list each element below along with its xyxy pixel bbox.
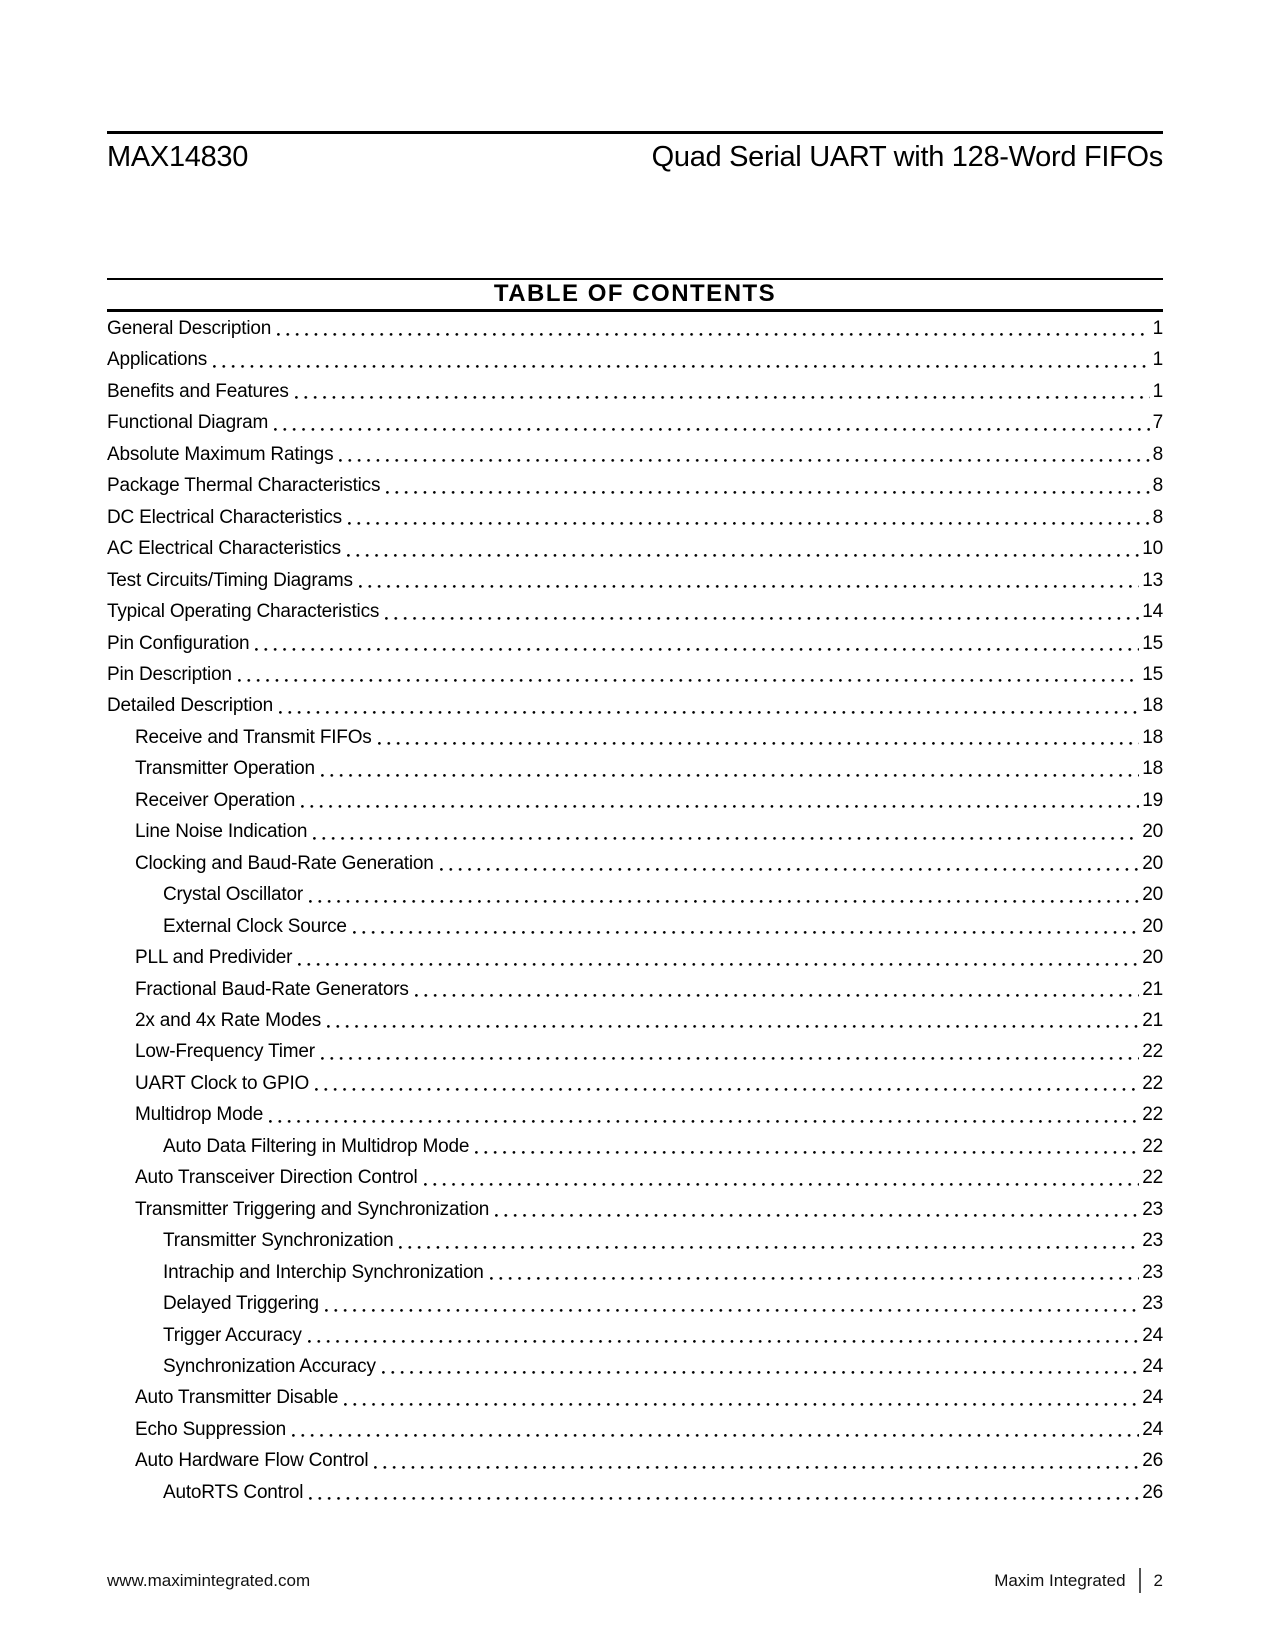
toc-entry-page: 23 xyxy=(1142,1230,1163,1252)
dot-leader xyxy=(374,1445,1139,1476)
toc-entry[interactable] xyxy=(107,1131,1163,1162)
dot-leader xyxy=(347,533,1139,564)
toc-entry-page: 22 xyxy=(1142,1072,1163,1094)
toc-entry-page: 18 xyxy=(1142,695,1163,717)
toc-entry[interactable] xyxy=(107,1320,1163,1351)
toc-entry-label: Echo Suppression xyxy=(135,1418,287,1440)
toc-entry-label: General Description xyxy=(107,318,272,339)
toc-entry[interactable] xyxy=(107,1068,1163,1099)
toc-entry-label: Pin Description xyxy=(107,663,232,685)
toc-entry-page: 15 xyxy=(1142,632,1163,654)
toc-entry-label: Intrachip and Interchip Synchronization xyxy=(163,1261,484,1283)
dot-leader xyxy=(255,628,1139,659)
toc-entry[interactable] xyxy=(107,848,1163,879)
document-header xyxy=(107,131,1163,174)
dot-leader xyxy=(353,911,1139,942)
dot-leader xyxy=(339,439,1149,470)
dot-leader xyxy=(277,313,1150,344)
toc-entry[interactable] xyxy=(107,1162,1163,1193)
toc-entry[interactable] xyxy=(107,470,1163,501)
dot-leader xyxy=(321,753,1139,784)
toc-entry[interactable] xyxy=(107,439,1163,470)
toc-entry-page: 26 xyxy=(1142,1450,1163,1472)
toc-entry-page: 18 xyxy=(1142,726,1163,748)
toc-entry-page: 15 xyxy=(1142,663,1163,685)
dot-leader xyxy=(309,879,1139,910)
toc-entry-label: Fractional Baud-Rate Generators xyxy=(135,978,409,1000)
toc-entry-page: 21 xyxy=(1142,978,1163,1000)
toc-entry-page: 20 xyxy=(1142,947,1163,969)
toc-entry[interactable] xyxy=(107,502,1163,533)
toc-title: TABLE OF CONTENTS xyxy=(107,278,1163,312)
dot-leader xyxy=(424,1162,1140,1193)
toc-entry-label: Absolute Maximum Ratings xyxy=(107,443,334,465)
toc-entry[interactable] xyxy=(107,1477,1163,1508)
toc-entry-page: 21 xyxy=(1142,1009,1163,1031)
dot-leader xyxy=(238,659,1139,690)
dot-leader xyxy=(415,974,1140,1005)
toc-entry-page: 20 xyxy=(1142,821,1163,843)
toc-entry-page: 24 xyxy=(1142,1324,1163,1346)
toc-entry-label: Transmitter Triggering and Synchronization xyxy=(135,1198,490,1220)
document-title: Quad Serial UART with 128-Word FIFOs xyxy=(651,141,1163,173)
dot-leader xyxy=(269,1099,1139,1130)
dot-leader xyxy=(475,1131,1139,1162)
toc-entry-page: 14 xyxy=(1142,601,1163,623)
footer-url[interactable]: www.maximintegrated.com xyxy=(107,1570,311,1590)
dot-leader xyxy=(274,407,1149,438)
toc-entry-page: 23 xyxy=(1142,1198,1163,1220)
toc-entry-page: 22 xyxy=(1142,1167,1163,1189)
toc-entry[interactable] xyxy=(107,1005,1163,1036)
toc-entry[interactable] xyxy=(107,313,1163,344)
dot-leader xyxy=(382,1351,1140,1382)
dot-leader xyxy=(440,848,1140,879)
toc-entry-label: Synchronization Accuracy xyxy=(163,1355,376,1377)
footer-right-group xyxy=(994,1568,1163,1593)
toc-entry[interactable] xyxy=(107,1099,1163,1130)
toc-entry-page: 7 xyxy=(1152,412,1163,434)
toc-entry-page: 8 xyxy=(1152,506,1163,528)
toc-entry-page: 19 xyxy=(1142,789,1163,811)
toc-entry[interactable] xyxy=(107,596,1163,627)
toc-entry-label: Low-Frequency Timer xyxy=(135,1041,315,1063)
toc-entry-label: Transmitter Synchronization xyxy=(163,1230,394,1252)
dot-leader xyxy=(386,470,1149,501)
toc-entry-label: AC Electrical Characteristics xyxy=(107,538,341,560)
toc-entry-label: Transmitter Operation xyxy=(135,758,315,780)
toc-entry-page: 22 xyxy=(1142,1135,1163,1157)
toc-entry-label: Receive and Transmit FIFOs xyxy=(135,726,372,748)
toc-entry-label: Functional Diagram xyxy=(107,412,269,434)
toc-entry[interactable] xyxy=(107,1288,1163,1319)
toc-entry-page: 22 xyxy=(1142,1104,1163,1126)
dot-leader xyxy=(325,1288,1139,1319)
footer-divider xyxy=(1139,1568,1141,1593)
toc-entry-label: Auto Transceiver Direction Control xyxy=(135,1167,418,1189)
dot-leader xyxy=(495,1194,1139,1225)
toc-entry[interactable] xyxy=(107,911,1163,942)
toc-entry[interactable] xyxy=(107,1351,1163,1382)
toc-entry[interactable] xyxy=(107,1194,1163,1225)
toc-entry-page: 23 xyxy=(1142,1293,1163,1315)
toc-entry-page: 23 xyxy=(1142,1261,1163,1283)
part-number: MAX14830 xyxy=(107,141,249,173)
dot-leader xyxy=(309,1477,1139,1508)
dot-leader xyxy=(298,942,1139,973)
toc-entry-label: Crystal Oscillator xyxy=(163,884,303,906)
toc-entry-page: 20 xyxy=(1142,915,1163,937)
dot-leader xyxy=(321,1036,1139,1067)
toc-entry-page: 18 xyxy=(1142,758,1163,780)
document-footer xyxy=(107,1568,1163,1593)
dot-leader xyxy=(348,502,1150,533)
toc-entry[interactable] xyxy=(107,628,1163,659)
toc-entry-label: Applications xyxy=(107,349,208,371)
dot-leader xyxy=(385,596,1139,627)
toc-entry[interactable] xyxy=(107,1382,1163,1413)
toc-entry-label: Auto Data Filtering in Multidrop Mode xyxy=(163,1135,470,1157)
toc-entry[interactable] xyxy=(107,722,1163,753)
toc-entry[interactable] xyxy=(107,659,1163,690)
toc-entry-label: Auto Transmitter Disable xyxy=(135,1387,339,1409)
toc-entry[interactable] xyxy=(107,753,1163,784)
toc-entry-label: Line Noise Indication xyxy=(135,821,308,843)
toc-entry-page: 1 xyxy=(1152,349,1163,371)
dot-leader xyxy=(490,1257,1140,1288)
dot-leader xyxy=(313,816,1139,847)
toc-entry[interactable] xyxy=(107,565,1163,596)
dot-leader xyxy=(315,1068,1139,1099)
page-number: 2 xyxy=(1153,1570,1163,1590)
toc-entry[interactable] xyxy=(107,344,1163,375)
toc-entry-label: Multidrop Mode xyxy=(135,1104,264,1126)
toc-entry-page: 1 xyxy=(1152,318,1163,339)
toc-entry[interactable] xyxy=(107,407,1163,438)
toc-entry-label: AutoRTS Control xyxy=(163,1481,304,1503)
toc-entry[interactable] xyxy=(107,1414,1163,1445)
dot-leader xyxy=(308,1320,1140,1351)
toc-entry-label: Auto Hardware Flow Control xyxy=(135,1450,369,1472)
toc-entry[interactable] xyxy=(107,974,1163,1005)
dot-leader xyxy=(359,565,1139,596)
toc-entry[interactable] xyxy=(107,1445,1163,1476)
toc-entry-page: 10 xyxy=(1142,538,1163,560)
toc-entry-page: 13 xyxy=(1142,569,1163,591)
toc-entry-label: DC Electrical Characteristics xyxy=(107,506,342,528)
toc-entry[interactable] xyxy=(107,816,1163,847)
toc-entry-label: Package Thermal Characteristics xyxy=(107,475,381,497)
toc-entry-page: 24 xyxy=(1142,1355,1163,1377)
toc-entry-page: 8 xyxy=(1152,443,1163,465)
toc-entry-page: 20 xyxy=(1142,852,1163,874)
toc-entry-label: Delayed Triggering xyxy=(163,1293,319,1315)
toc-entry[interactable] xyxy=(107,1257,1163,1288)
dot-leader xyxy=(399,1225,1139,1256)
toc-entry-page: 8 xyxy=(1152,475,1163,497)
toc-list xyxy=(107,313,1163,1508)
toc-entry[interactable] xyxy=(107,533,1163,564)
dot-leader xyxy=(301,785,1139,816)
toc-entry[interactable] xyxy=(107,376,1163,407)
dot-leader xyxy=(295,376,1150,407)
dot-leader xyxy=(279,690,1139,721)
dot-leader xyxy=(213,344,1150,375)
toc-entry-label: Receiver Operation xyxy=(135,789,296,811)
toc-entry[interactable] xyxy=(107,1225,1163,1256)
toc-entry-label: External Clock Source xyxy=(163,915,347,937)
toc-entry-label: 2x and 4x Rate Modes xyxy=(135,1009,322,1031)
toc-entry-label: Clocking and Baud-Rate Generation xyxy=(135,852,434,874)
toc-entry[interactable] xyxy=(107,879,1163,910)
dot-leader xyxy=(378,722,1140,753)
toc-entry-page: 22 xyxy=(1142,1041,1163,1063)
dot-leader xyxy=(344,1382,1139,1413)
toc-entry[interactable] xyxy=(107,942,1163,973)
toc-entry-label: Pin Configuration xyxy=(107,632,250,654)
toc-entry-label: Typical Operating Characteristics xyxy=(107,601,380,623)
toc-entry-label: Test Circuits/Timing Diagrams xyxy=(107,569,353,591)
toc-entry[interactable] xyxy=(107,1036,1163,1067)
toc-entry-label: UART Clock to GPIO xyxy=(135,1072,310,1094)
toc-entry-page: 1 xyxy=(1152,380,1163,402)
toc-entry-label: Benefits and Features xyxy=(107,380,289,402)
toc-entry-page: 26 xyxy=(1142,1481,1163,1503)
dot-leader xyxy=(292,1414,1139,1445)
toc-entry-label: Detailed Description xyxy=(107,695,274,717)
toc-entry-label: Trigger Accuracy xyxy=(163,1324,302,1346)
toc-entry-page: 20 xyxy=(1142,884,1163,906)
toc-entry-label: PLL and Predivider xyxy=(135,947,293,969)
toc-entry-page: 24 xyxy=(1142,1387,1163,1409)
company-name: Maxim Integrated xyxy=(994,1570,1126,1590)
dot-leader xyxy=(327,1005,1139,1036)
toc-entry-page: 24 xyxy=(1142,1418,1163,1440)
toc-entry[interactable] xyxy=(107,690,1163,721)
toc-entry[interactable] xyxy=(107,785,1163,816)
